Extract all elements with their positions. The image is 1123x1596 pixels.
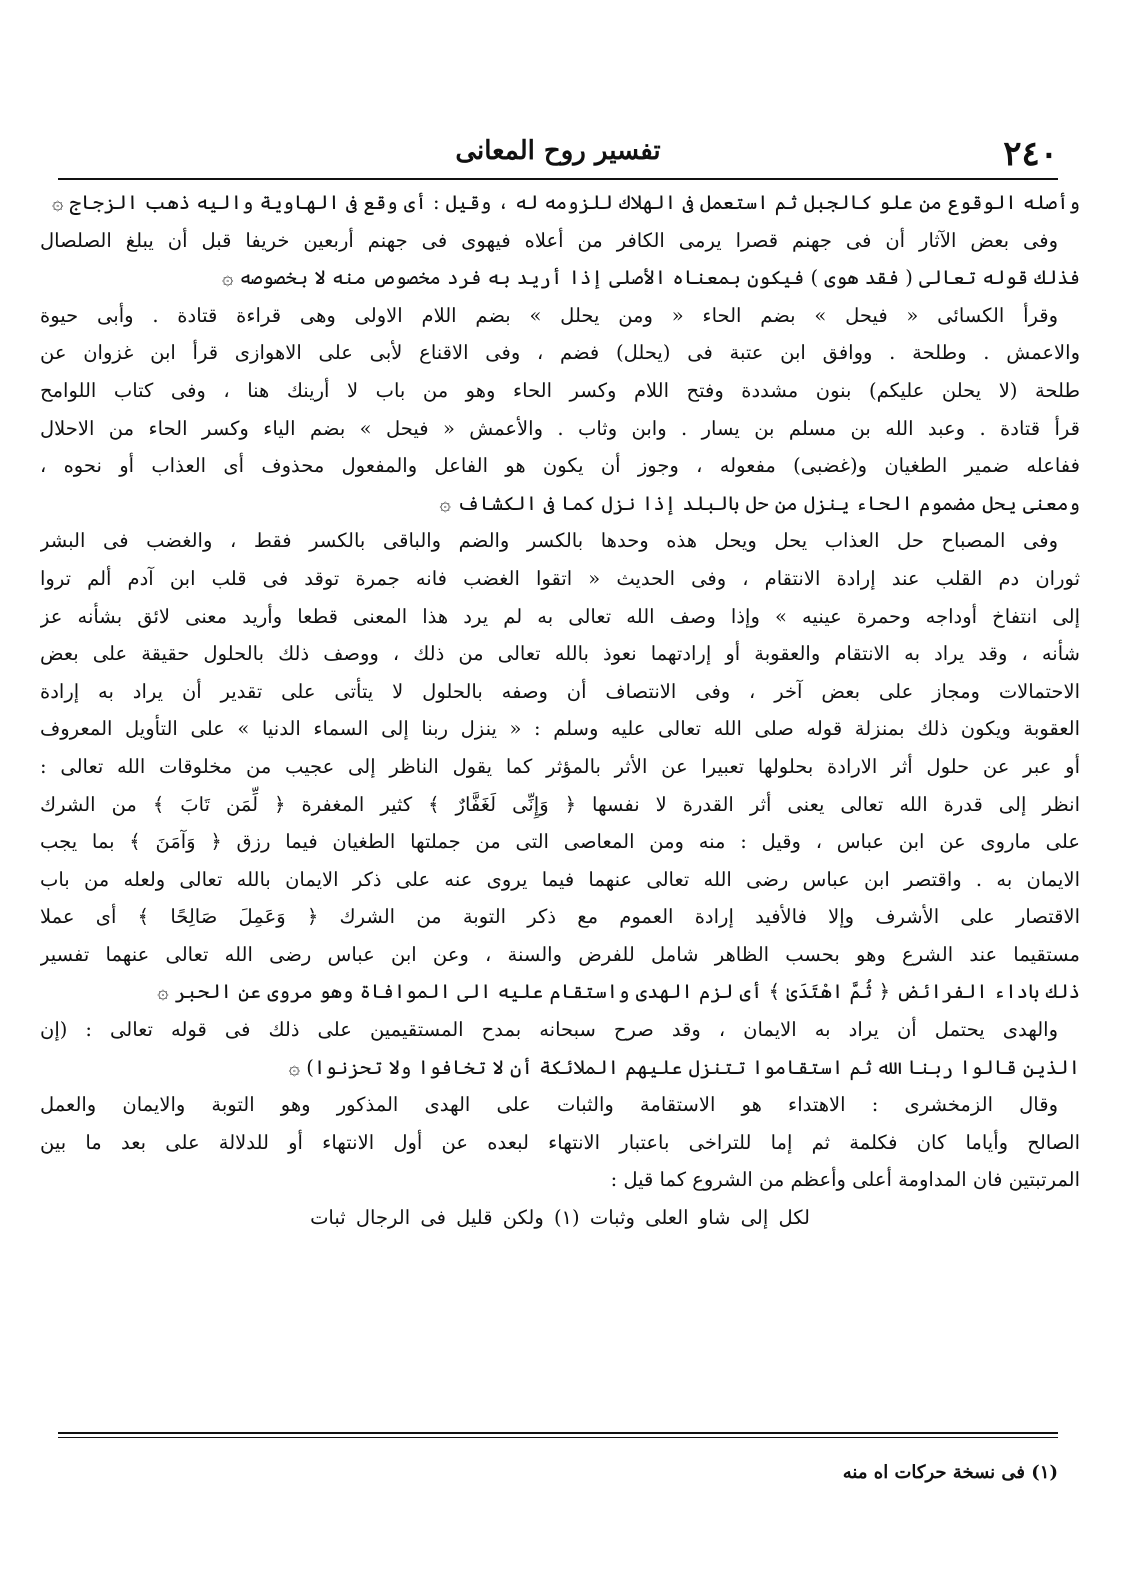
body-text [40,184,1080,1237]
text-line: إلى انتفاخ أوداجه وحمرة عينيه » وإذا وصف الله تعالى به لم يرد هذا المعنى قطعا وأريد معنى لائق بشأنه عز [40,604,1080,628]
poetry-verse: لكل إلى شاو العلى وثبات (١) ولكن قليل فى الرجال ثبات [310,1206,810,1230]
text-line: شأنه ، وقد يراد به الانتقام والعقوبة أو إرادتهما نعوذ بالله تعالى من ذلك ، ووصف ذلك بالحلول حقيقة على بعض [40,642,1080,666]
text-line: وأصله الوقوع من علو كالجبل ثم استعمل فى الهلاك للزومه له ، وقيل : أى وقع فى الهاوية واليه ذهب الزجاج ۞ [52,191,1080,214]
text-line: انظر إلى قدرة الله تعالى يعنى أثر القدرة لا نفسها ﴿ وَإِنِّى لَغَفَّارٌ ﴾ كثير المغفرة ﴿ لِّمَن تَابَ ﴾ من الشرك [40,792,1080,816]
text-line: المرتبتين فان المداومة أعلى وأعظم من الشروع كما قيل : [610,1168,1080,1192]
page-header [58,128,1058,180]
text-line: والاعمش . وطلحة . ووافق ابن عتبة فى (يحلل) فضم ، وفى الاقناع لأبى على الاهوازى قرأ ابن غزوان عن [40,341,1080,365]
text-line: ثوران دم القلب عند إرادة الانتقام ، وفى الحديث « اتقوا الغضب فانه جمرة توقد فى قلب ابن آدم ألم تروا [40,566,1080,590]
text-line: وقرأ الكسائى « فيحل » بضم الحاء « ومن يحلل » بضم اللام الاولى وهى قراءة قتادة . وأبى حيوة [40,303,1058,327]
text-line: على ماروى عن ابن عباس ، وقيل : منه ومن المعاصى التى من جملتها الطغيان فيما رزق ﴿ وَآمَنَ ﴾ بما يجب [40,830,1080,854]
text-line: الصالح وأياما كان فكلمة ثم إما للتراخى باعتبار الانتهاء لبعده عن أول الانتهاء أو للدلالة على بعد ما بين [40,1130,1080,1154]
text-line: ففاعله ضمير الطغيان و(غضبى) مفعوله ، وجوز أن يكون هو الفاعل والمفعول محذوف أى العذاب أو نحوه ، [40,454,1080,478]
text-line: فذلك قوله تعالى ( فقد هوى ) فيكون بمعناه الأصلى إذا أريد به فرد مخصوص منه لا بخصوصه ۞ [221,266,1080,290]
footnote-rule [58,1432,1058,1434]
text-line: أو عبر عن حلول أثر الارادة بحلولها تعبيرا عن الأثر بالمؤثر كما يقول الناظر إلى عجيب من مخلوقات الله تعالى : [40,754,1080,778]
text-line: مستقيما عند الشرع وهو بحسب الظاهر شامل للفرض والسنة ، وعن ابن عباس رضى الله تعالى عنهما تفسير [40,942,1080,966]
text-line: ومعنى يحل مضموم الحاء ينزل من حل بالبلد إذا نزل كما فى الكشاف ۞ [439,491,1080,515]
text-line: طلحة (لا يحلن عليكم) بنون مشددة وفتح اللام وكسر الحاء وهو من باب لا أرينك هنا ، وفى كتاب اللوامح [40,378,1080,402]
text-line: قرأ قتادة . وعبد الله بن مسلم بن يسار . وابن وثاب . والأعمش « فيحل » بضم الياء وكسر الحاء من الاحلال [40,416,1080,440]
text-line: الاقتصار على الأشرف وإلا فالأفيد إرادة العموم مع ذكر التوبة من الشرك ﴿ وَعَمِلَ صَالِحًا ﴾ أى عملا [40,905,1080,929]
text-line: الايمان به . واقتصر ابن عباس رضى الله تعالى عنهما فيما يروى عنه على ذكر الايمان بالله تعالى ولعله من باب [40,867,1080,891]
text-line: والهدى يحتمل أن يراد به الايمان ، وقد صرح سبحانه بمدح المستقيمين على ذلك فى قوله تعالى : (إن [40,1018,1058,1042]
text-line: وفى المصباح حل العذاب يحل ويحل هذه وحدها بالكسر والضم والباقى بالكسر فقط ، والغضب فى البشر [40,529,1058,553]
text-line: وفى بعض الآثار أن فى جهنم قصرا يرمى الكافر من أعلاه فيهوى فى جهنم أربعين خريفا قبل أن يبلغ الصلصال [40,228,1058,252]
text-line: الاحتمالات ومجاز على بعض آخر ، وفى الانتصاف أن وصفه بالحلول لا يتأتى على تقدير أن يراد به إرادة [40,679,1080,703]
footnote: (١) فى نسخة حركات اه منه [842,1462,1058,1483]
text-line: ذلك باداء الفرائض ﴿ ثُمَّ اهْتَدَىٰ ﴾ أى لزم الهدى واستقام عليه الى الموافاة وهو مروى عن الحبر ۞ [157,980,1080,1004]
page-number: ٢٤٠ [1003,134,1058,174]
text-line: الذين قالوا ربنا الله ثم استقاموا تتنزل عليهم الملائكة أن لا تخافوا ولا تحزنوا) ۞ [288,1055,1080,1079]
footnote-rule-inner [58,1437,1058,1438]
running-title: تفسير روح المعانى [455,136,661,166]
text-line: العقوبة ويكون ذلك بمنزلة قوله صلى الله تعالى عليه وسلم : « ينزل ربنا إلى السماء الدنيا » على التأويل المعروف [40,717,1080,741]
header-rule [58,178,1058,180]
text-line: وقال الزمخشرى : الاهتداء هو الاستقامة والثبات على الهدى المذكور وهو التوبة والايمان والعمل [40,1093,1058,1117]
